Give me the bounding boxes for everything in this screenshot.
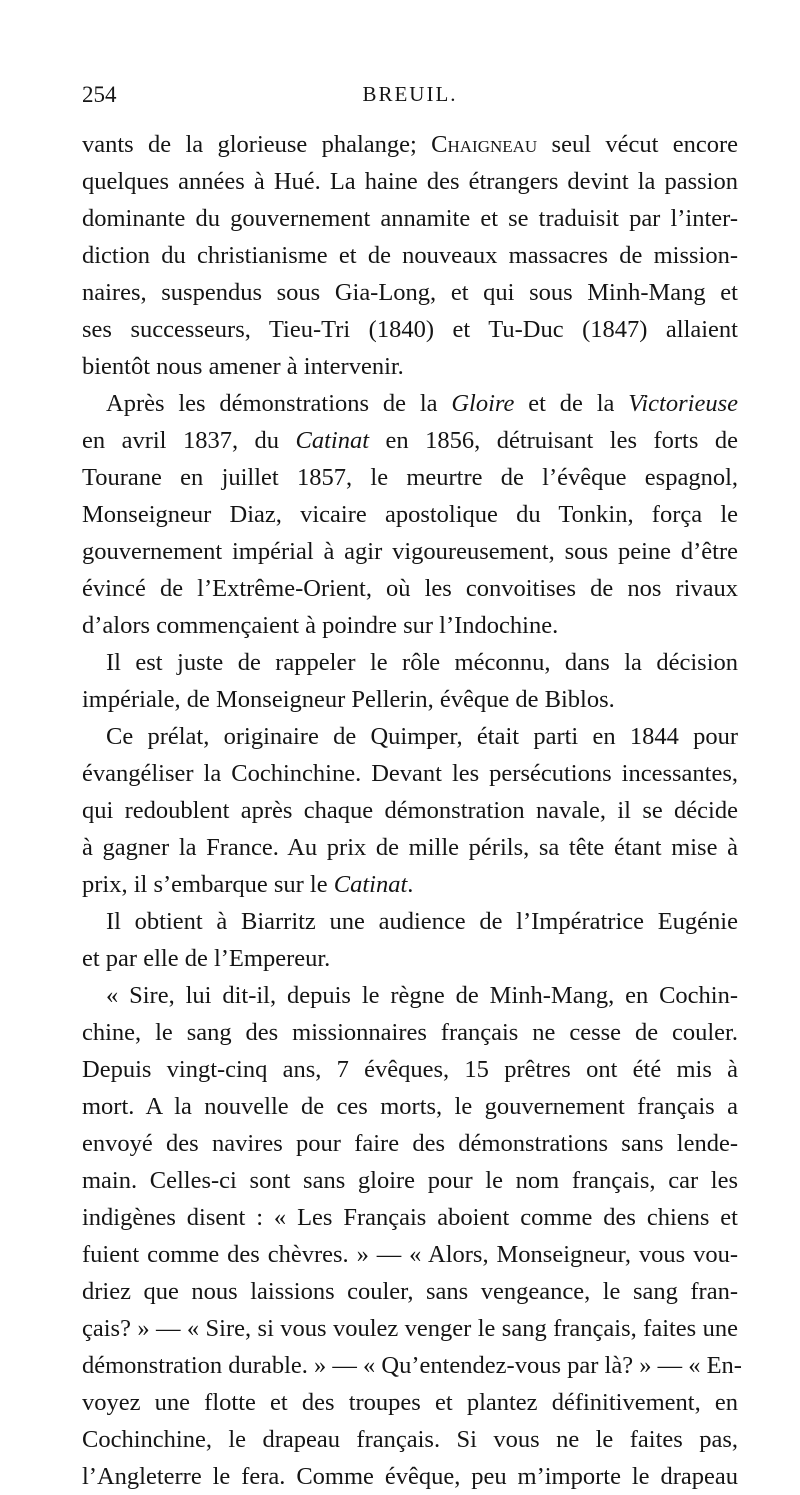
text-line	[82, 903, 738, 940]
text-line	[82, 459, 738, 496]
text-line	[82, 533, 738, 570]
text-run: prix, il s’embarque sur le	[82, 871, 334, 898]
text-line	[82, 681, 738, 718]
text-run: Depuis vingt-cinq ans, 7 évêques, 15 prêtres ont été mis à	[82, 1056, 738, 1083]
text-line	[82, 1458, 738, 1495]
text-run: et de la	[514, 390, 629, 417]
text-line	[82, 385, 738, 422]
text-run: çais? » — « Sire, si vous voulez venger le sang français, faites une	[82, 1315, 738, 1342]
text-line	[82, 1310, 738, 1347]
text-run: Monseigneur Diaz, vicaire apostolique du Tonkin, força le	[82, 501, 738, 528]
italic-text: Catinat	[333, 871, 408, 898]
text-line	[82, 607, 738, 644]
text-line	[82, 422, 738, 459]
text-run: envoyé des navires pour faire des démonstrations sans lende-	[82, 1130, 738, 1157]
text-line	[82, 200, 738, 237]
text-run: Ce prélat, originaire de Quimper, était parti en 1844 pour	[106, 723, 738, 750]
text-line	[82, 755, 738, 792]
text-run: Cochinchine, le drapeau français. Si vous ne le faites pas,	[82, 1426, 738, 1453]
small-caps-name: Chaigneau	[431, 131, 538, 158]
italic-text: Victorieuse	[628, 390, 738, 417]
text-line	[82, 1199, 738, 1236]
italic-text: Gloire	[451, 390, 515, 417]
text-line	[82, 163, 738, 200]
text-line	[82, 1014, 738, 1051]
text-run: main. Celles-ci sont sans gloire pour le nom français, car les	[82, 1167, 738, 1194]
text-run: naires, suspendus sous Gia-Long, et qui sous Minh-Mang et	[82, 279, 738, 306]
text-run: seul vécut encore	[537, 131, 738, 158]
text-run: .	[407, 871, 414, 898]
text-run: démonstration durable. » — « Qu’entendez-vous par là? » — « En-	[82, 1352, 742, 1379]
text-line	[82, 977, 738, 1014]
text-run: voyez une flotte et des troupes et plantez définitivement, en	[82, 1389, 738, 1416]
text-run: fuient comme des chèvres. » — « Alors, Monseigneur, vous vou-	[82, 1241, 738, 1268]
text-line	[82, 829, 738, 866]
text-run: mort. A la nouvelle de ces morts, le gouvernement français a	[82, 1093, 738, 1120]
text-line	[82, 274, 738, 311]
text-line	[82, 1273, 738, 1310]
text-run: gouvernement impérial à agir vigoureusement, sous peine d’être	[82, 538, 738, 565]
text-run: Il est juste de rappeler le rôle méconnu, dans la décision	[106, 649, 738, 676]
text-run: l’Angleterre le fera. Comme évêque, peu m’importe le drapeau	[82, 1463, 738, 1490]
text-run: en 1856, détruisant les forts de	[369, 427, 738, 454]
body-text	[82, 126, 742, 1495]
text-line	[82, 126, 738, 163]
text-line	[82, 1384, 738, 1421]
text-line	[82, 1051, 738, 1088]
text-line	[82, 1421, 738, 1458]
text-run: qui redoublent après chaque démonstration navale, il se décide	[82, 797, 738, 824]
text-run: vants de la glorieuse phalange;	[82, 131, 432, 158]
text-run: en avril 1837, du	[82, 427, 296, 454]
text-run: driez que nous laissions couler, sans vengeance, le sang fran-	[82, 1278, 738, 1305]
text-run: évincé de l’Extrême-Orient, où les convoitises de nos rivaux	[82, 575, 738, 602]
page-header	[82, 82, 738, 118]
text-run: ses successeurs, Tieu-Tri (1840) et Tu-Duc (1847) allaient	[82, 316, 738, 343]
text-run: dominante du gouvernement annamite et se traduisit par l’inter-	[82, 205, 738, 232]
text-line	[82, 1347, 742, 1384]
page-number: 254	[82, 82, 117, 107]
text-run: indigènes disent : « Les Français aboient comme des chiens et	[82, 1204, 738, 1231]
italic-text: Catinat	[295, 427, 370, 454]
text-run: bientôt nous amener à intervenir.	[82, 353, 404, 380]
text-run: évangéliser la Cochinchine. Devant les persécutions incessantes,	[82, 760, 738, 787]
text-line	[82, 496, 738, 533]
text-line	[82, 792, 738, 829]
text-line	[82, 311, 738, 348]
text-run: chine, le sang des missionnaires français ne cesse de couler.	[82, 1019, 738, 1046]
text-line	[82, 237, 738, 274]
text-line	[82, 1236, 738, 1273]
text-run: et par elle de l’Empereur.	[82, 945, 331, 972]
text-line	[82, 718, 738, 755]
text-line	[82, 570, 738, 607]
text-line	[82, 1162, 738, 1199]
running-title: BREUIL.	[362, 82, 458, 106]
text-line	[82, 644, 738, 681]
text-run: Il obtient à Biarritz une audience de l’Impératrice Eugénie	[106, 908, 738, 935]
text-run: « Sire, lui dit-il, depuis le règne de Minh-Mang, en Cochin-	[106, 982, 738, 1009]
text-run: à gagner la France. Au prix de mille périls, sa tête étant mise à	[82, 834, 738, 861]
text-run: quelques années à Hué. La haine des étrangers devint la passion	[82, 168, 738, 195]
text-line	[82, 866, 738, 903]
text-run: impériale, de Monseigneur Pellerin, évêque de Biblos.	[82, 686, 615, 713]
text-line	[82, 940, 738, 977]
text-run: Après les démonstrations de la	[106, 390, 452, 417]
text-line	[82, 348, 738, 385]
text-run: diction du christianisme et de nouveaux massacres de mission-	[82, 242, 738, 269]
text-line	[82, 1088, 738, 1125]
text-run: Tourane en juillet 1857, le meurtre de l’évêque espagnol,	[82, 464, 738, 491]
text-line	[82, 1125, 738, 1162]
text-run: d’alors commençaient à poindre sur l’Indochine.	[82, 612, 559, 639]
